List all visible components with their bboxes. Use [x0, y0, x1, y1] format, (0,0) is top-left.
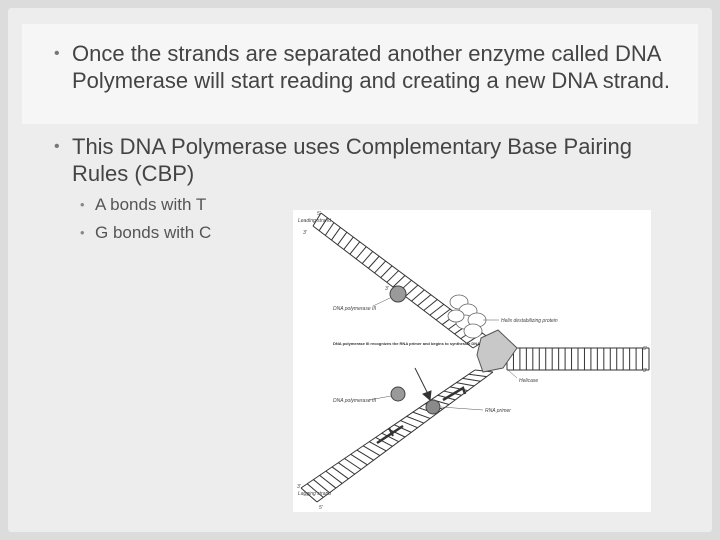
label-lagging-strand: Lagging strand — [298, 491, 332, 497]
base-pair-rung — [338, 463, 354, 474]
label-dna-pol-iii-2: DNA polymerase III — [333, 398, 377, 404]
label-helicase: Helicase — [519, 378, 539, 384]
base-pair-rung — [375, 261, 386, 273]
bullet-marker: • — [80, 197, 85, 212]
base-pair-rung — [344, 237, 354, 249]
base-pair-rung — [356, 247, 366, 259]
base-pair-rung — [407, 416, 424, 423]
subbullet-item — [80, 194, 295, 216]
base-pair-rung — [363, 446, 380, 456]
base-pair-rung — [332, 467, 348, 479]
subbullet-item — [80, 222, 295, 244]
recognition-arrow — [415, 368, 431, 400]
base-pair-rung — [463, 378, 481, 381]
bullet-marker: • — [80, 225, 85, 240]
parent-duplex — [507, 348, 649, 370]
label-3prime-bottom: 3' — [297, 484, 301, 490]
label-3prime-top: 3' — [303, 230, 307, 236]
subbullet-text: A bonds with T — [95, 195, 207, 214]
helicase — [477, 330, 517, 372]
label-leading-strand: Leading strand — [298, 218, 332, 224]
bullet-item — [54, 40, 672, 94]
base-pair-rung — [325, 223, 334, 236]
dna-polymerase-iii-primer — [426, 400, 440, 414]
label-5prime-bottom: 5' — [319, 505, 323, 511]
base-pair-rung — [357, 450, 374, 460]
base-pair-rung — [469, 374, 487, 376]
base-pair-rung — [393, 276, 405, 288]
base-pair-rung — [413, 412, 430, 418]
dna-replication-figure — [293, 210, 651, 512]
label-5prime-top: 5' — [317, 211, 321, 217]
base-pair-rung — [411, 290, 424, 301]
base-pair-rung — [456, 383, 474, 386]
base-pair-rung — [405, 285, 418, 296]
bullet-marker: • — [54, 138, 60, 155]
dna-polymerase-iii-lower — [391, 387, 405, 401]
base-pair-rung — [345, 459, 362, 470]
base-pair-rung — [368, 256, 379, 268]
bullet-text: Once the strands are separated another enzyme called DNA Polymerase will start reading and creating a new DNA strand. — [72, 41, 670, 93]
dna-polymerase-iii-upper — [390, 286, 406, 302]
base-pair-rung — [418, 295, 431, 306]
base-pair-rung — [430, 304, 444, 315]
bullet-text: This DNA Polymerase uses Complementary Base Pairing Rules (CBP) — [72, 134, 633, 186]
base-pair-rung — [381, 266, 392, 278]
bullet-item — [54, 133, 633, 187]
helix-destabilizing-proteins — [448, 295, 486, 338]
label-5prime-right: 5' — [643, 346, 647, 352]
base-pair-rung — [424, 300, 438, 311]
label-rna-primer: RNA primer — [485, 408, 511, 414]
base-pair-rung — [351, 454, 368, 465]
base-pair-rung — [338, 232, 347, 245]
base-pair-rung — [331, 227, 340, 240]
label-3prime-right: 3' — [643, 368, 647, 374]
base-pair-rung — [350, 242, 360, 254]
bullet-marker: • — [54, 45, 60, 62]
label-dna-pol-iii: DNA polymerase III — [333, 306, 377, 312]
label-3prime-pol: 3' — [385, 286, 389, 292]
label-recognition-note: DNA polymerase III recognizes the RNA primer and begins to synthesize DNA — [333, 341, 481, 346]
base-pair-rung — [387, 271, 399, 283]
subbullet-text: G bonds with C — [95, 223, 212, 242]
base-pair-rung — [362, 251, 372, 263]
label-helix-protein: Helix destabilizing protein — [501, 318, 558, 324]
